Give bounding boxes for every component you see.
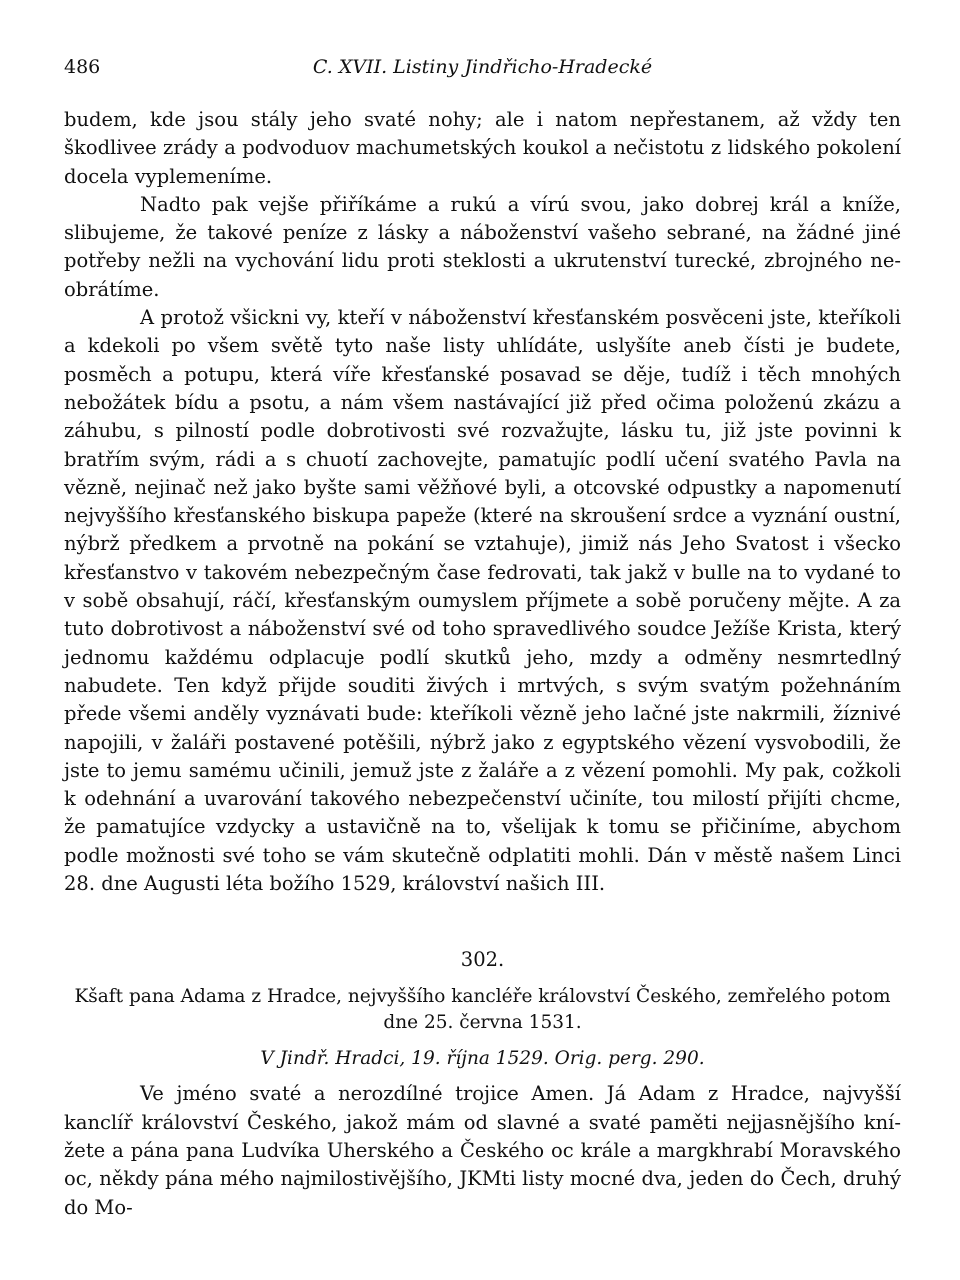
document-page [64,56,901,1222]
document-heading: Kšaft pana Adama z Hradce, nejvyššího kancléře království Českého, zemřelého potom dne 25. června 1531. [74,986,891,1034]
page-number: 486 [64,56,101,78]
paragraph: Ve jméno svaté a nerozdílné trojice Amen. Já Adam z Hradce, najvyšší kanclíř království Českého, jakož mám od slavné a svaté paměti nejjasnějšího knížete a pána pana Ludvíka Uherského a Českého oc krále a margkhrabí Moravského oc, někdy pána mého najmilostivějšího, JKMti listy mocné dva, jeden do Čech, druhý do Mo- [64,1082,901,1219]
paragraph: A protož všickni vy, kteří v náboženství křesťanském posvěceni jste, kteříkoli a kdekoli po všem světě tyto naše listy uhlídáte, uslyšíte aneb čísti je budete, posměch a potupu, která víře křesťanské posavad se děje, tudíž i těch mnohých nebožátek bídu a psotu, a nám všem nastávající již před očima položenú zkázu a záhubu, s pilností podle dobrotivosti své rozvažujte, lásku tu, již jste povinni k bratřím svým, rádi a s chuotí zachovejte, pamatujíc podlí učení svatého Pavla na vězně, nejinač než jako byšte sami věžňové byli, a otcovské odpustky a napomenutí nejvyššího křesťanského biskupa papeže (které na skroušení srdce a vyznání oustní, nýbrž předkem a prvotně na pokání se vztahuje), jimiž nás Jeho Svatost i všecko křesťanstvo v takovém nebezpečným čase fedrovati, tak jakž v bulle na to vydané to v sobě obsahují, ráčí, křesťanským oumyslem příjmete a sobě poručeny mějte. A za tuto dobrotivost a náboženství své od toho spravedlivého soudce Ježíše Krista, který jednomu každému odplacuje podlí skutků jeho, mzdy a odměny nesmrtedlný nabudete. Ten když přijde souditi živých i mrtvých, s svým svatým požehnáním přede všemi anděly vyznávati bude: kteříkoli vězně jeho lačné jste nakrmili, žíznivé napojili, v žaláři postavené potěšili, nýbrž jako z egyptského vězení vysvobodili, že jste to jemu samému učinili, jemuž jste z žaláře a z vězení pomohli. My pak, cožkoli k odehnání a uvarování takového nebezpečenství učiníte, tou milostí přijíti chcme, že pamatujíce vzdycky a ustavičně na to, všelijak k tomu se přičiníme, abychom podle možnosti své toho se vám skutečně odplatiti mohli. Dán v městě našem Linci 28. dne Augusti léta božího 1529, království našich III. [64,306,901,896]
document-number: 302. [460,948,505,972]
document-source: V Jindř. Hradci, 19. října 1529. Orig. perg. 290. [260,1048,705,1070]
header-title: C. XVII. Listiny Jindřicho-Hradecké [312,56,653,78]
running-header [64,56,901,86]
paragraph-continuation: budem, kde jsou stály jeho svaté nohy; ale i natom nepřestanem, až vždy ten škodlivee zrády a podvoduov machumetských koukol a nečistotu z lidského pokolení docela vyplemeníme. [64,108,901,188]
paragraph: Nadto pak vejše přiříkáme a rukú a vírú svou, jako dobrej král a kníže, slibujeme, že takové peníze z lásky a náboženství vašeho sebrané, na žádné jiné potřeby nežli na vychování lidu proti steklosti a ukrutenství turecké, zbrojného neobrátíme. [64,192,901,301]
body-text [64,106,901,1222]
